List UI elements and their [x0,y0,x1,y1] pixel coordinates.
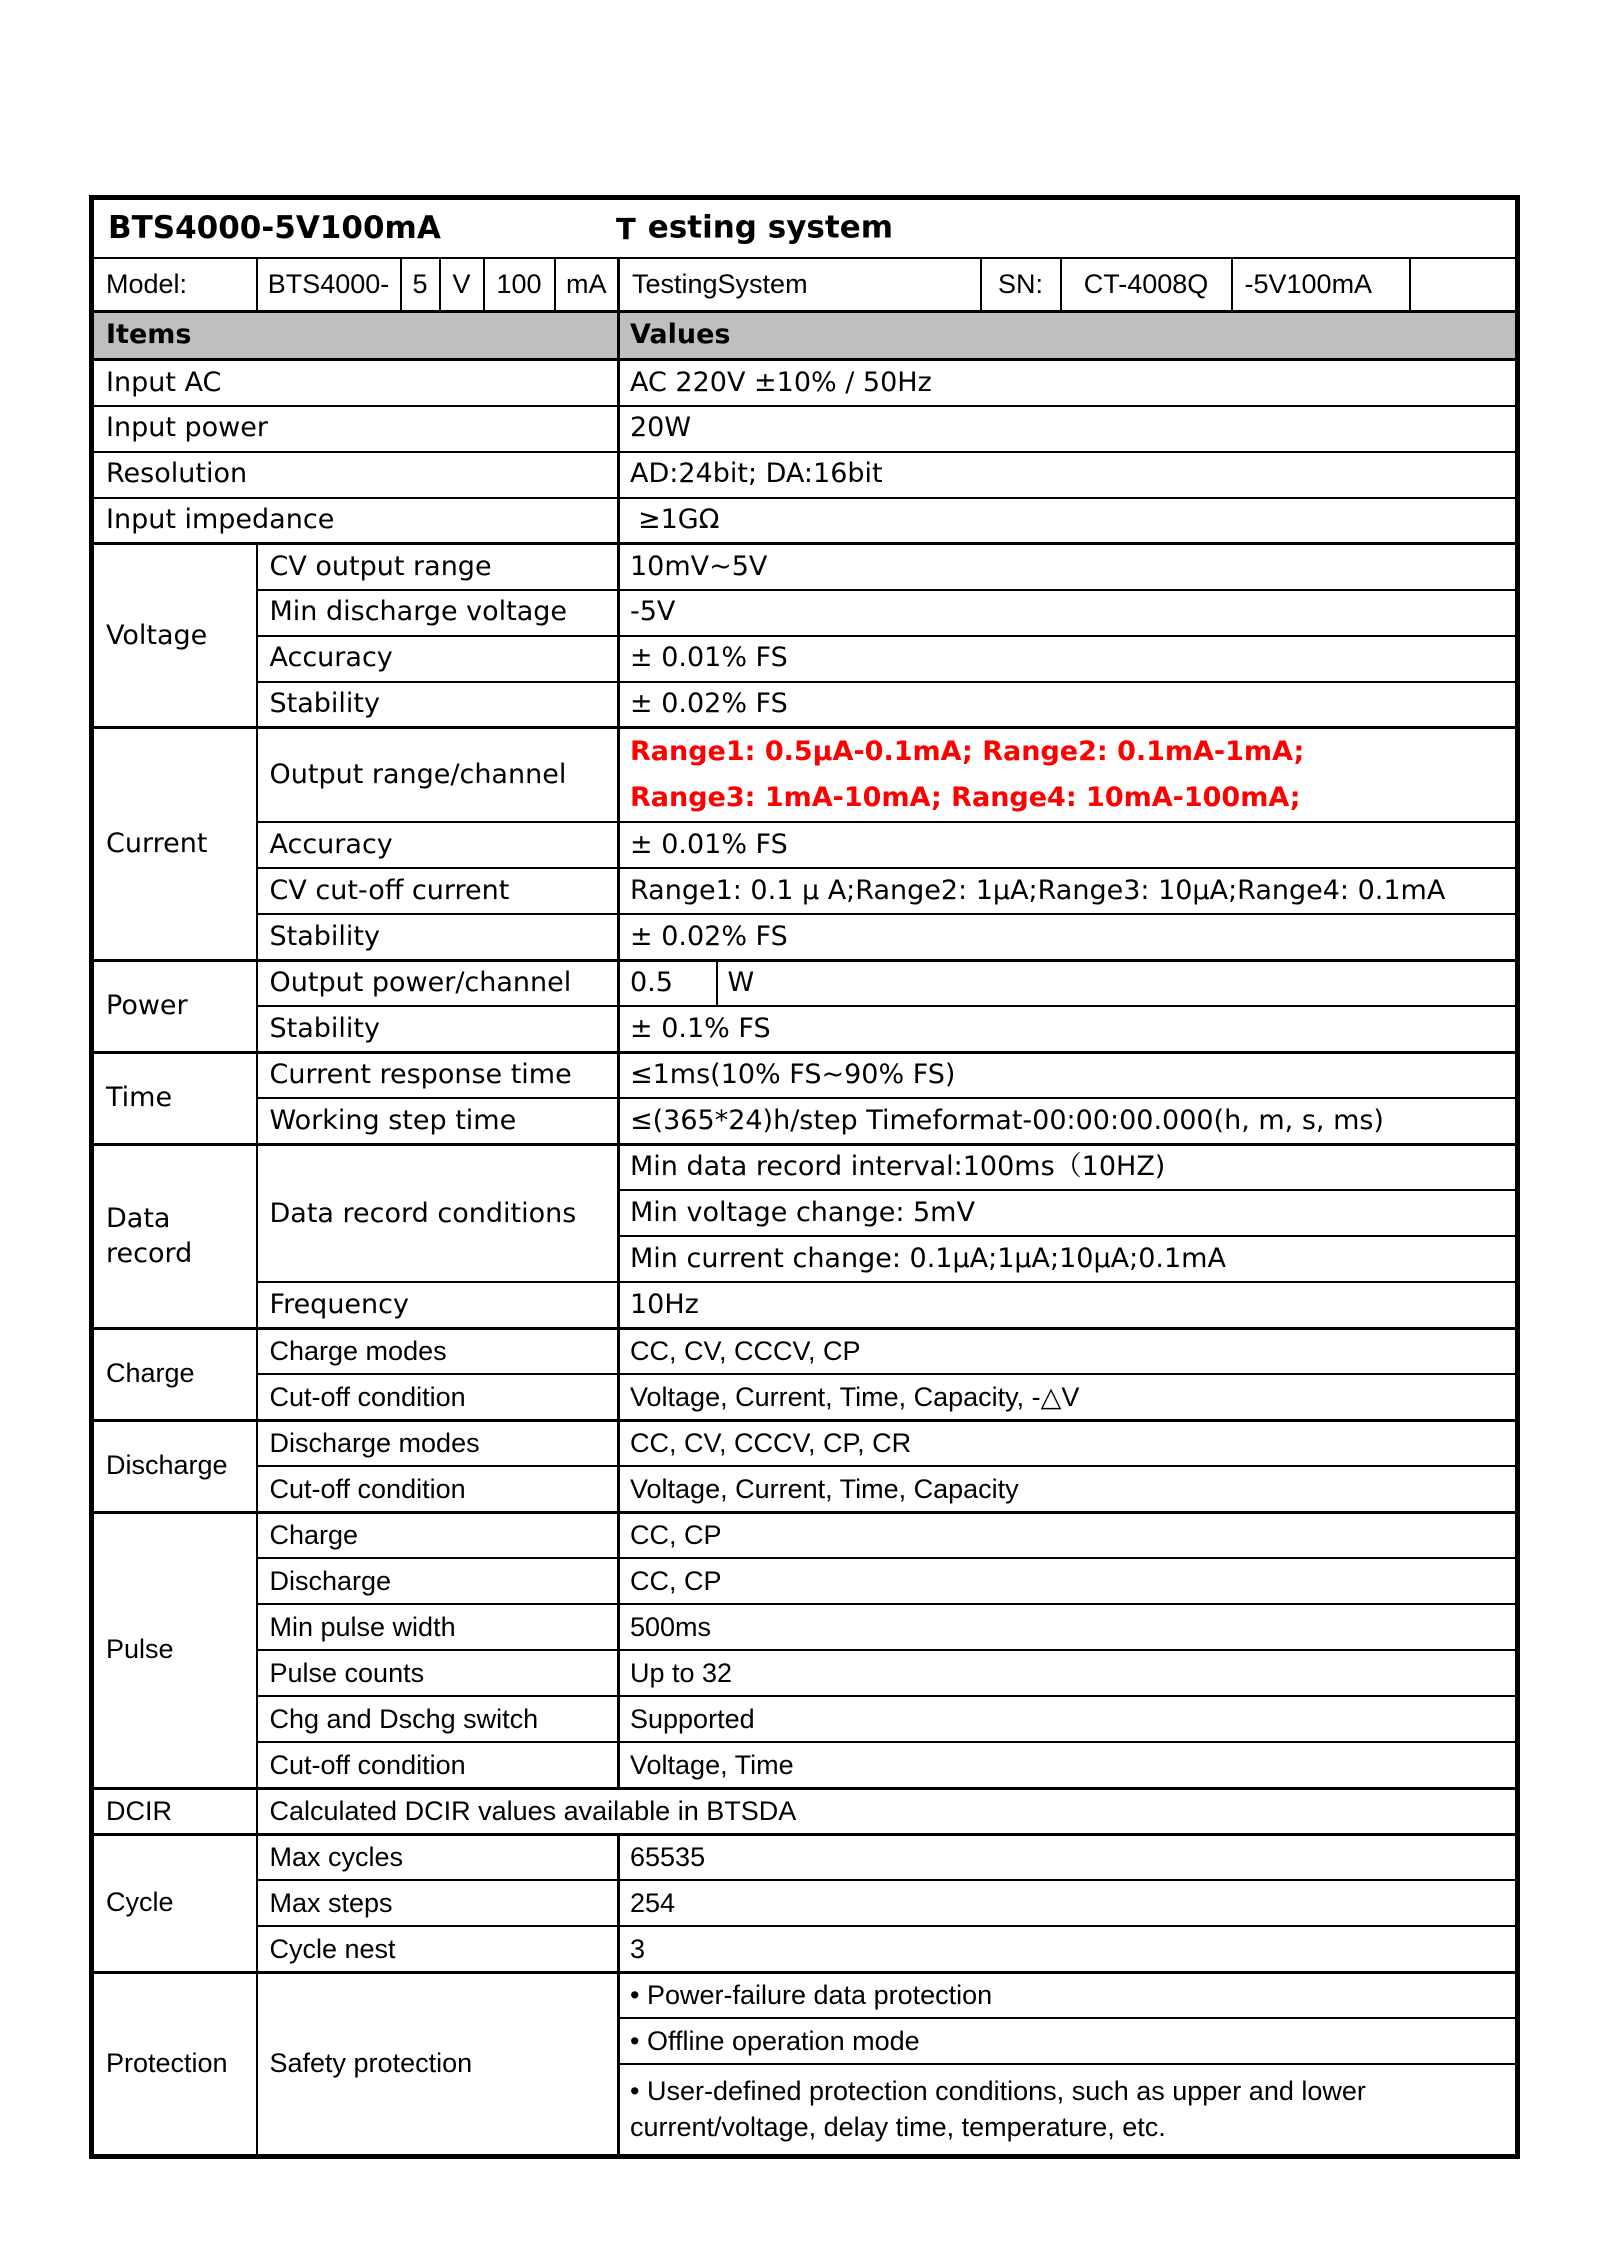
range-line-1: Range1: 0.5µA-0.1mA; Range2: 0.1mA-1mA; [630,736,1305,767]
pulse-cutoff-label: Cut-off condition [257,1742,619,1788]
max-cycles-value: 65535 [619,1834,1518,1880]
row-voltage-1 [92,544,1518,590]
input-power-label: Input power [92,406,619,452]
output-power-value: 0.5 [619,960,717,1006]
column-header-row [92,312,1518,360]
discharge-cutoff-label: Cut-off condition [257,1466,619,1512]
protection-bullet-3: • User-defined protection conditions, such as upper and lower current/voltage, delay time, temperature, etc. [619,2064,1518,2156]
model-system: TestingSystem [619,258,981,312]
row-charge-cutoff [92,1374,1518,1420]
row-input-power [92,406,1518,452]
max-cycles-label: Max cycles [257,1834,619,1880]
charge-modes-value: CC, CV, CCCV, CP [619,1328,1518,1374]
protection-bullet-2: • Offline operation mode [619,2018,1518,2064]
row-charge-modes [92,1328,1518,1374]
charge-cutoff-value: Voltage, Current, Time, Capacity, -△V [619,1374,1518,1420]
row-input-ac [92,360,1518,406]
min-voltage-change: Min voltage change: 5mV [619,1190,1518,1236]
current-accuracy-label: Accuracy [257,822,619,868]
title-row [92,198,1518,258]
voltage-accuracy-label: Accuracy [257,636,619,682]
power-stability-label: Stability [257,1006,619,1052]
output-range-channel-label: Output range/channel [257,728,619,823]
current-response-value: ≤1ms(10% FS~90% FS) [619,1052,1518,1098]
cv-cutoff-label: CV cut-off current [257,868,619,914]
discharge-group-label: Discharge [92,1420,257,1512]
cv-output-range-value: 10mV~5V [619,544,1518,590]
model-sn-label: SN: [981,258,1061,312]
row-dcir [92,1788,1518,1834]
current-group-label: Current [92,728,257,961]
charge-modes-label: Charge modes [257,1328,619,1374]
input-impedance-label: Input impedance [92,498,619,544]
current-response-label: Current response time [257,1052,619,1098]
row-current-accuracy [92,822,1518,868]
title-system [616,210,893,247]
row-cycle-steps [92,1880,1518,1926]
discharge-modes-label: Discharge modes [257,1420,619,1466]
row-pulse-counts [92,1650,1518,1696]
time-group-label: Time [92,1052,257,1144]
cv-output-range-label: CV output range [257,544,619,590]
resolution-value: AD:24bit; DA:16bit [619,452,1518,498]
input-impedance-value: ≥1GΩ [619,498,1518,544]
output-power-unit: W [717,960,1518,1006]
pulse-group-label: Pulse [92,1512,257,1788]
pulse-cutoff-value: Voltage, Time [619,1742,1518,1788]
input-ac-value: AC 220V ±10% / 50Hz [619,360,1518,406]
output-range-channel-value [619,728,1518,823]
pulse-width-value: 500ms [619,1604,1518,1650]
dcir-label: DCIR [92,1788,257,1834]
pulse-switch-label: Chg and Dschg switch [257,1696,619,1742]
frequency-value: 10Hz [619,1282,1518,1328]
row-power-stability [92,1006,1518,1052]
min-discharge-voltage-value: -5V [619,590,1518,636]
row-data-record-1 [92,1144,1518,1190]
voltage-accuracy-value: ± 0.01% FS [619,636,1518,682]
row-current-stability [92,914,1518,960]
input-ac-label: Input AC [92,360,619,406]
voltage-stability-label: Stability [257,682,619,728]
model-sn-value: CT-4008Q [1061,258,1232,312]
pulse-counts-label: Pulse counts [257,1650,619,1696]
spec-table [89,195,1520,2159]
cycle-group-label: Cycle [92,1834,257,1972]
discharge-modes-value: CC, CV, CCCV, CP, CR [619,1420,1518,1466]
row-cycle-max [92,1834,1518,1880]
model-voltage-unit: V [440,258,484,312]
row-data-record-frequency [92,1282,1518,1328]
pulse-switch-value: Supported [619,1696,1518,1742]
input-power-value: 20W [619,406,1518,452]
frequency-label: Frequency [257,1282,619,1328]
voltage-group-label: Voltage [92,544,257,728]
items-header: Items [92,312,619,360]
product-title: BTS4000-5V100mA [108,209,441,246]
pulse-charge-value: CC, CP [619,1512,1518,1558]
row-discharge-modes [92,1420,1518,1466]
data-record-group-label: Data record [92,1144,257,1328]
row-cycle-nest [92,1926,1518,1972]
row-pulse-discharge [92,1558,1518,1604]
model-row [92,258,1518,312]
title-cell [92,198,1518,258]
power-stability-value: ± 0.1% FS [619,1006,1518,1052]
row-pulse-cutoff [92,1742,1518,1788]
safety-protection-label: Safety protection [257,1972,619,2156]
row-discharge-cutoff [92,1466,1518,1512]
max-steps-label: Max steps [257,1880,619,1926]
row-pulse-charge [92,1512,1518,1558]
cycle-nest-value: 3 [619,1926,1518,1972]
row-current-range [92,728,1518,823]
model-current-value: 100 [484,258,555,312]
row-pulse-switch [92,1696,1518,1742]
model-label: Model: [92,258,257,312]
cycle-nest-label: Cycle nest [257,1926,619,1972]
protection-bullet-1: • Power-failure data protection [619,1972,1518,2018]
min-current-change: Min current change: 0.1µA;1µA;10µA;0.1mA [619,1236,1518,1282]
dcir-value: Calculated DCIR values available in BTSDA [257,1788,1518,1834]
min-discharge-voltage-label: Min discharge voltage [257,590,619,636]
pulse-discharge-label: Discharge [257,1558,619,1604]
current-accuracy-value: ± 0.01% FS [619,822,1518,868]
pulse-discharge-value: CC, CP [619,1558,1518,1604]
row-voltage-2 [92,590,1518,636]
pulse-counts-value: Up to 32 [619,1650,1518,1696]
row-cv-cutoff [92,868,1518,914]
power-group-label: Power [92,960,257,1052]
charge-group-label: Charge [92,1328,257,1420]
protection-group-label: Protection [92,1972,257,2156]
row-power-output [92,960,1518,1006]
row-voltage-3 [92,636,1518,682]
row-protection-1 [92,1972,1518,2018]
model-voltage-value: 5 [401,258,440,312]
cv-cutoff-value: Range1: 0.1 µ A;Range2: 1µA;Range3: 10µA;Range4: 0.1mA [619,868,1518,914]
title-system-t: T [616,212,636,247]
row-time-response [92,1052,1518,1098]
max-steps-value: 254 [619,1880,1518,1926]
model-sn-suffix: -5V100mA [1232,258,1410,312]
data-record-conditions-label: Data record conditions [257,1144,619,1282]
model-series: BTS4000- [257,258,401,312]
row-time-step [92,1098,1518,1144]
working-step-label: Working step time [257,1098,619,1144]
pulse-charge-label: Charge [257,1512,619,1558]
current-stability-label: Stability [257,914,619,960]
pulse-width-label: Min pulse width [257,1604,619,1650]
resolution-label: Resolution [92,452,619,498]
output-power-label: Output power/channel [257,960,619,1006]
discharge-cutoff-value: Voltage, Current, Time, Capacity [619,1466,1518,1512]
range-line-2: Range3: 1mA-10mA; Range4: 10mA-100mA; [630,782,1301,813]
voltage-stability-value: ± 0.02% FS [619,682,1518,728]
current-stability-value: ± 0.02% FS [619,914,1518,960]
row-voltage-4 [92,682,1518,728]
working-step-value: ≤(365*24)h/step Timeformat-00:00:00.000(h, m, s, ms) [619,1098,1518,1144]
charge-cutoff-label: Cut-off condition [257,1374,619,1420]
title-system-rest: esting system [647,209,894,246]
row-input-impedance [92,498,1518,544]
values-header: Values [619,312,1518,360]
model-blank-cell [1410,258,1518,312]
row-resolution [92,452,1518,498]
row-pulse-width [92,1604,1518,1650]
data-record-interval: Min data record interval:100ms（10HZ) [619,1144,1518,1190]
model-current-unit: mA [555,258,619,312]
